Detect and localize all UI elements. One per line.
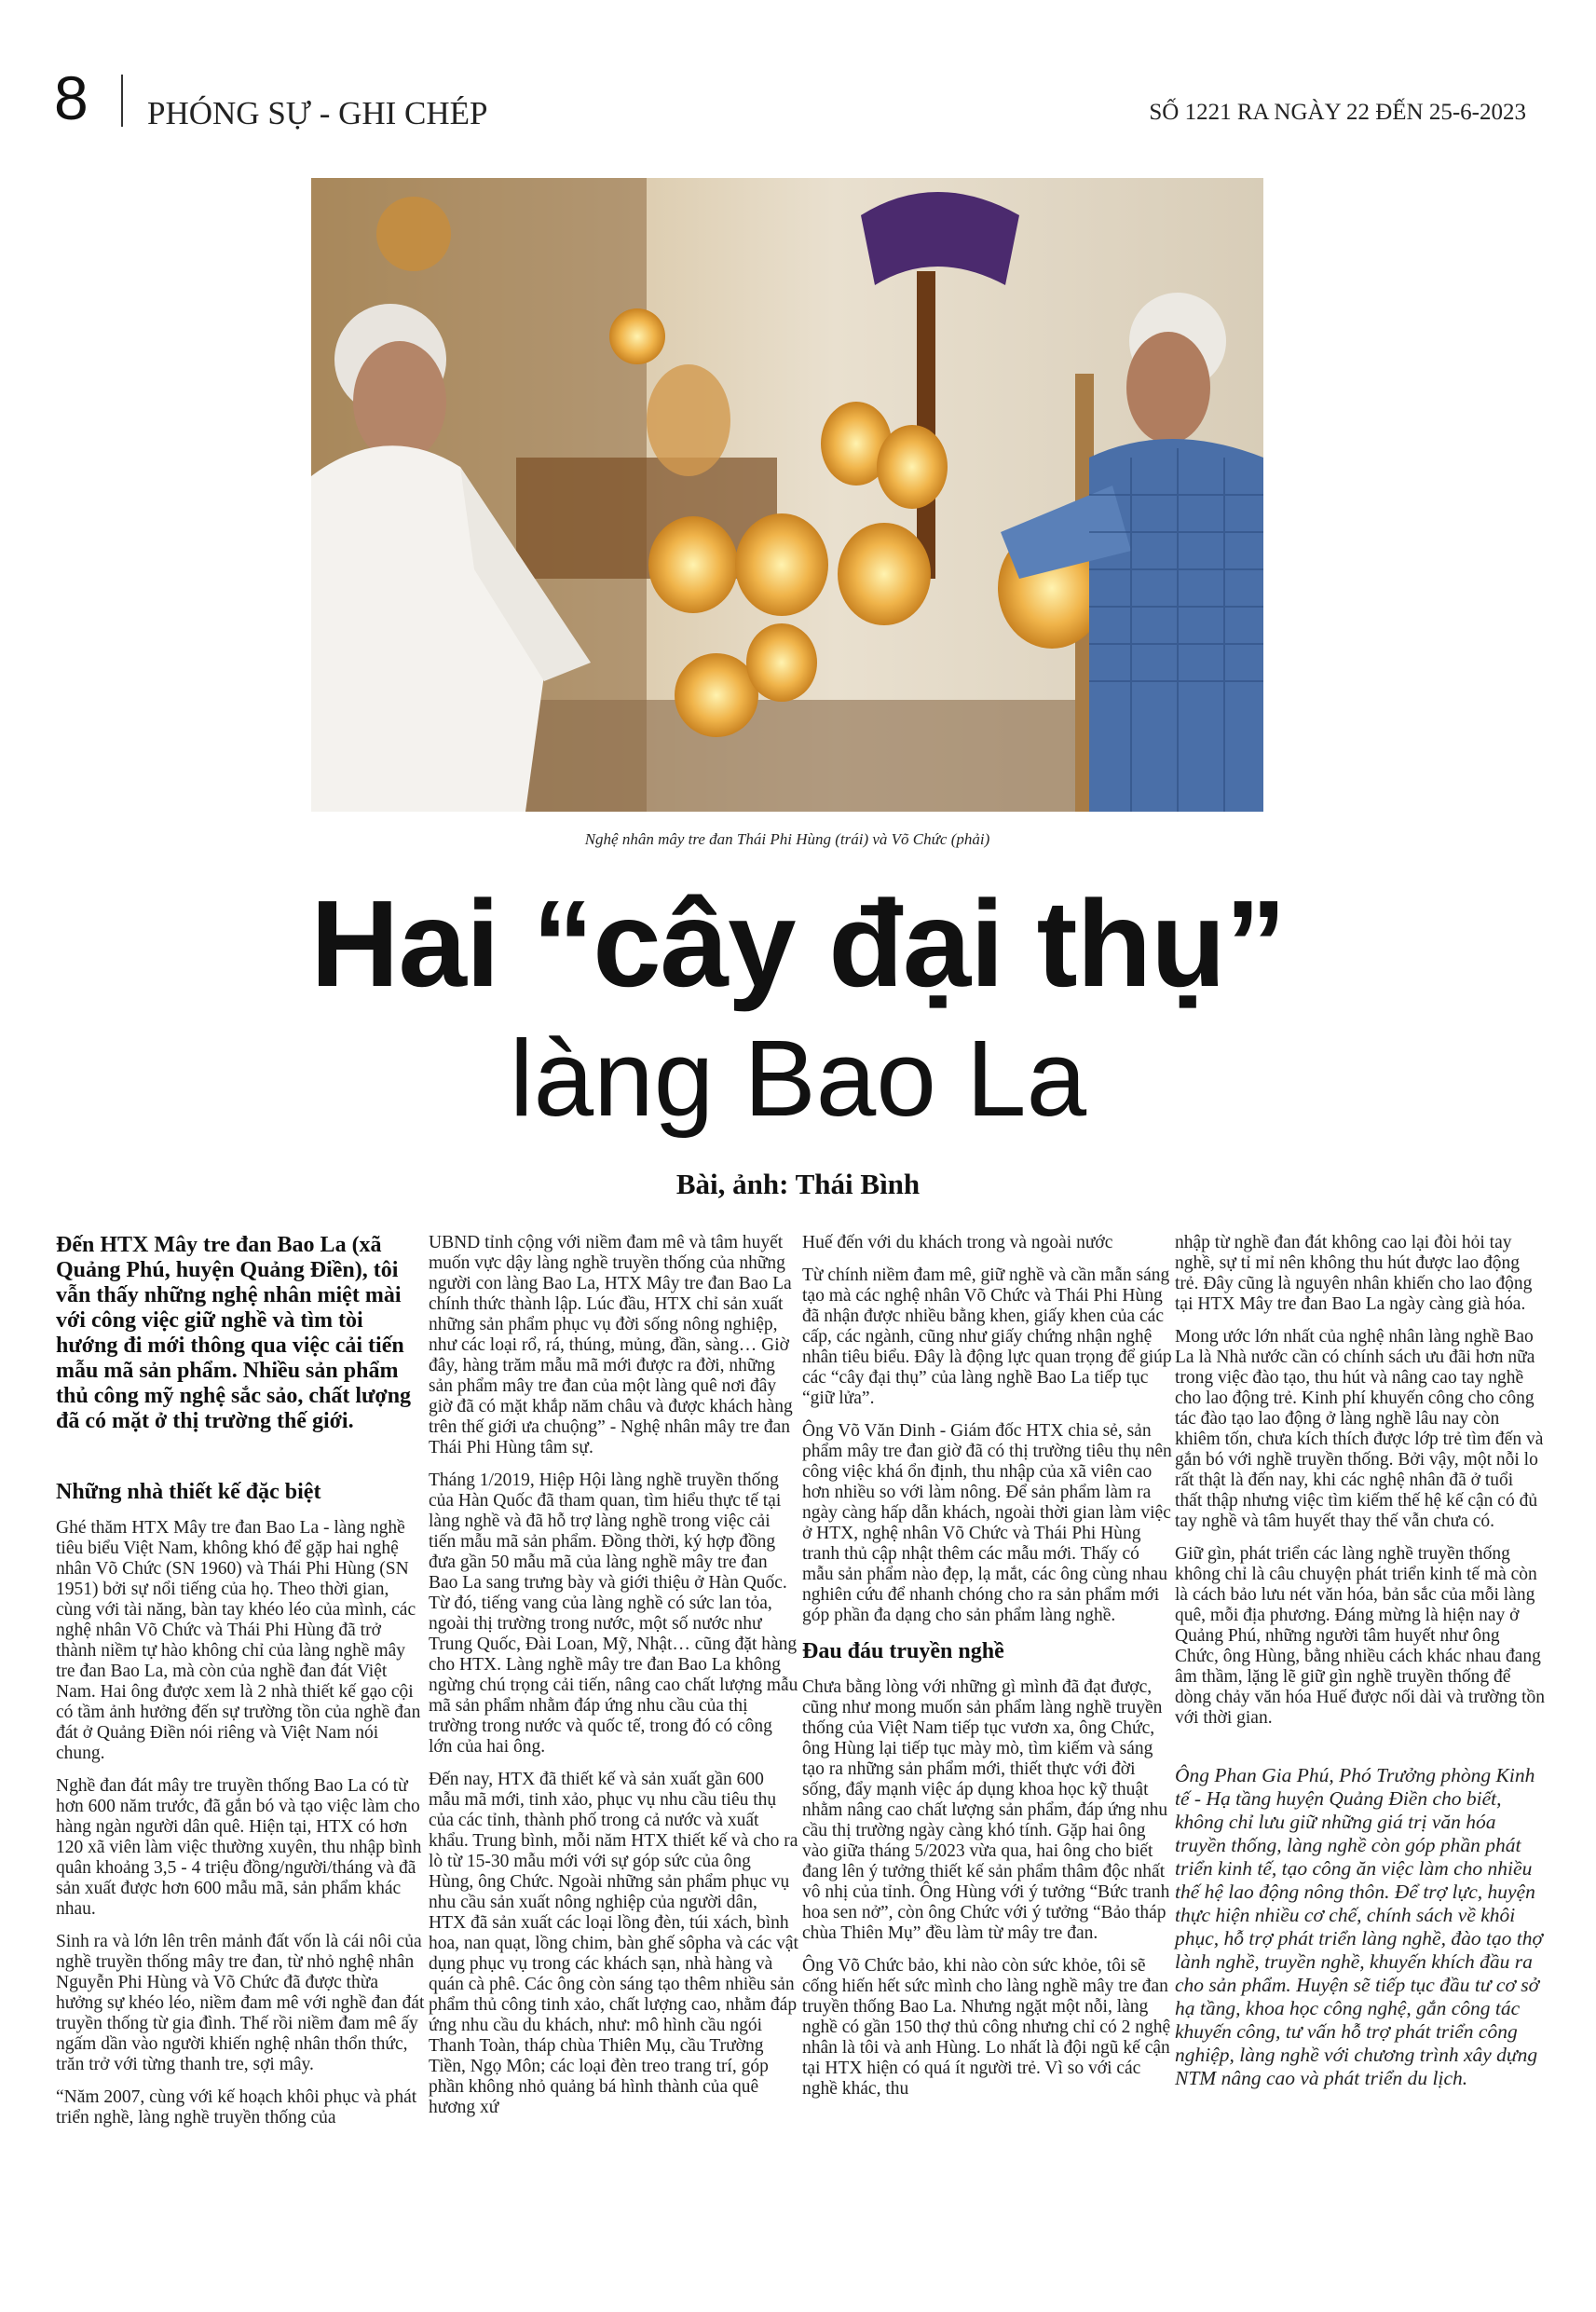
body-paragraph: Sinh ra và lớn lên trên mảnh đất vốn là cái nôi của nghề truyền thống mây tre đan, từ nhỏ nghệ nhân Nguyễn Phi Hùng và Võ Chức đã được thừa hưởng sự khéo léo, niềm đam mê với nghề đan đát truyền thống từ gia đình. Thế rồi niềm đam mê ấy ngấm dần vào người khiến nghệ nhân thổn thức, trăn trở với từng thanh tre, sợi mây. [56,1932,425,2074]
subheading: Đau đáu truyền nghề [802,1639,1004,1663]
article-title-line-1: Hai “cây đại thụ” [310,875,1286,1012]
pull-quote: Ông Phan Gia Phú, Phó Trưởng phòng Kinh tế - Hạ tầng huyện Quảng Điền cho biết, không chỉ lưu giữ những giá trị văn hóa truyền thống, làng nghề còn góp phần phát triển kinh tế, tạo công ăn việc làm cho nhiều thế hệ lao động nông thôn. Để trợ lực, huyện thực hiện nhiều cơ chế, chính sách về khôi phục, hỗ trợ phát triển làng nghề, đào tạo thợ lành nghề, truyền nghề, khuyến khích đầu ra cho sản phẩm. Huyện sẽ tiếp tục đầu tư cơ sở hạ tầng, khoa học công nghệ, gắn công tác khuyến công, tư vấn hỗ trợ phát triển công nghiệp, làng nghề với chương trình xây dựng NTM nâng cao và phát triển du lịch. [1175,1764,1543,2089]
body-paragraph: Chưa bằng lòng với những gì mình đã đạt được, cũng như mong muốn sản phẩm làng nghề truyền thống của Việt Nam tiếp tục vươn xa, ông Chức, ông Hùng lại tiếp tục mày mò, tìm kiếm và sáng tạo ra những sản phẩm mới, thiết thực với đời sống, đẩy mạnh việc áp dụng khoa học kỹ thuật nhằm nâng cao chất lượng sản phẩm, đáp ứng nhu cầu thị trường ngày càng khó tính. Gặp hai ông vào giữa tháng 5/2023 vừa qua, hai ông cho biết đang lên ý tưởng thiết kế sản phẩm thâm độc nhất vô nhị của tỉnh. Ông Hùng với ý tưởng “Bức tranh hoa sen nở”, còn ông Chức với ý tưởng “Bảo tháp chùa Thiên Mụ” đều làm từ mây tre đan. [802,1677,1170,1943]
article-title-line-2: làng Bao La [509,1018,1087,1139]
body-paragraph: Giữ gìn, phát triển các làng nghề truyền thống không chỉ là câu chuyện phát triển kinh tế mà còn là cách bảo lưu nét văn hóa, bản sắc của mỗi làng quê, mỗi địa phương. Đáng mừng là hiện nay ở Quảng Phú, những người tâm huyết như ông Chức, ông Hùng, bằng nhiều cách khác nhau đang âm thầm, lặng lẽ giữ gìn nghề truyền thống để dòng chảy văn hóa Huế được nối dài và trường tồn với thời gian. [1175,1544,1545,1728]
body-paragraph: Tháng 1/2019, Hiệp Hội làng nghề truyền thống của Hàn Quốc đã tham quan, tìm hiểu thực tế tại làng nghề và đã hỗ trợ làng nghề trong việc cải tiến mẫu mã sản phẩm. Đồng thời, ký hợp đồng đưa gần 50 mẫu mã của làng nghề mây tre đan Bao La sang trưng bày và giới thiệu ở Hàn Quốc. Từ đó, tiếng vang của làng nghề có sức lan tỏa, ngoài thị trường trong nước, một số nước như Trung Quốc, Đài Loan, Mỹ, Nhật… cũng đặt hàng cho HTX. Làng nghề mây tre đan Bao La không ngừng chú trọng cải tiến, nâng cao chất lượng mẫu mã sản phẩm nhằm đáp ứng nhu cầu của thị trường trong nước và quốc tế, trong đó có công lớn của hai ông. [429,1471,798,1757]
body-paragraph: “Năm 2007, cùng với kế hoạch khôi phục và phát triển nghề, làng nghề truyền thống của [56,2087,417,2127]
byline: Bài, ảnh: Thái Bình [675,1168,921,1200]
issue-info: SỐ 1221 RA NGÀY 22 ĐẾN 25-6-2023 [1149,100,1526,125]
text-column-2 [429,1233,798,2130]
body-paragraph: Ông Võ Chức bảo, khi nào còn sức khỏe, tôi sẽ cống hiến hết sức mình cho làng nghề mây tre đan truyền thống Bao La. Nhưng ngặt một nỗi, làng nghề có gần 150 thợ thủ công nhưng chỉ có 2 nghệ nhân là tôi và anh Hùng. Lo nhất là đội ngũ kế cận tại HTX hiện có quá ít người trẻ. Vì so với các nghề khác, thu [802,1956,1171,2099]
header-divider [121,75,123,127]
body-paragraph: Ông Võ Văn Dinh - Giám đốc HTX chia sẻ, sản phẩm mây tre đan giờ đã có thị trường tiêu thụ nên công việc khá ổn định, thu nhập của xã viên cao hơn nhiều so với làm nông. Để sản phẩm làm ra ngày càng hấp dẫn khách, ngoài thời gian làm việc ở HTX, nghệ nhân Võ Chức và Thái Phi Hùng tranh thủ cập nhật thêm các mẫu mới. Thấy có mẫu sản phẩm nào đẹp, lạ mắt, các ông cùng nhau nghiên cứu để nhanh chóng cho ra sản phẩm mới góp phần đa dạng cho sản phẩm làng nghề. [802,1421,1172,1625]
lead-paragraph: Đến HTX Mây tre đan Bao La (xã Quảng Phú, huyện Quảng Điền), tôi vẫn thấy những nghệ nhân miệt mài với công việc giữ nghề và tìm tòi hướng đi mới thông qua việc cải tiến mẫu mã sản phẩm. Nhiều sản phẩm thủ công mỹ nghệ sắc sảo, chất lượng đã có mặt ở thị trường thế giới. [56,1233,412,1433]
page-number: 8 [54,63,89,132]
text-column-1 [56,1233,426,2141]
body-paragraph: Từ chính niềm đam mê, giữ nghề và cần mẫn sáng tạo mà các nghệ nhân Võ Chức và Thái Phi Hùng đã nhận được nhiều bằng khen, giấy khen của các cấp, các ngành, cũng như giấy chứng nhận nghệ nhân tiêu biểu. Đây là động lực quan trọng để giúp các “cây đại thụ” của làng nghề Bao La tiếp tục “giữ lửa”. [802,1265,1172,1408]
page-header [54,65,1526,149]
body-paragraph: Huế đến với du khách trong và ngoài nước [802,1233,1113,1252]
article-photo [311,178,1263,812]
body-paragraph: Nghề đan đát mây tre truyền thống Bao La có từ hơn 600 năm trước, đã gắn bó và tạo việc làm cho hàng ngàn người dân quê. Hiện tại, HTX có hơn 120 xã viên làm việc thường xuyên, thu nhập bình quân khoảng 3,5 - 4 triệu đồng/người/tháng và đã sản xuất được hơn 600 mẫu mã, sản phẩm khác nhau. [56,1776,422,1919]
body-paragraph: Đến nay, HTX đã thiết kế và sản xuất gần 600 mẫu mã mới, tinh xảo, phục vụ nhu cầu tiêu thụ của các tỉnh, thành phố trong cả nước và xuất khẩu. Trung bình, mỗi năm HTX thiết kế và cho ra lò từ 15-30 mẫu mới với sự góp sức của ông Hùng, ông Chức. Ngoài những sản phẩm phục vụ nhu cầu sản xuất nông nghiệp của người dân, HTX đã sản xuất các loại lồng đèn, túi xách, bình hoa, nan quạt, lồng chim, bàn ghế sôpha và các vật dụng phục vụ trong các khách sạn, nhà hàng và quán cà phê. Các ông còn sáng tạo thêm nhiều sản phẩm thủ công tinh xảo, chất lượng cao, nhằm đáp ứng nhu cầu du khách, như: mô hình cầu ngói Thanh Toàn, tháp chùa Thiên Mụ, cầu Trường Tiền, Ngọ Môn; các loại đèn treo trang trí, góp phần không nhỏ quảng bá hình thành của quê hương xứ [429,1770,798,2117]
body-paragraph: nhập từ nghề đan đát không cao lại đòi hỏi tay nghề, sự tỉ mỉ nên không thu hút được lao động trẻ. Đây cũng là nguyên nhân khiến cho lao động tại HTX Mây tre đan Bao La ngày càng già hóa. [1175,1233,1533,1314]
section-name: PHÓNG SỰ - GHI CHÉP [147,95,488,131]
text-column-4 [1175,1233,1545,2102]
body-paragraph: Ghé thăm HTX Mây tre đan Bao La - làng nghề tiêu biểu Việt Nam, không khó để gặp hai nghệ nhân Võ Chức (SN 1960) và Thái Phi Hùng (SN 1951) bởi sự nổi tiếng của họ. Theo thời gian, cùng với tài năng, bàn tay khéo léo của mình, các nghệ nhân Võ Chức và Thái Phi Hùng đã trở thành niềm tự hào không chỉ của làng nghề mây tre đan Bao La, mà còn của nghề đan đát Việt Nam. Hai ông được xem là 2 nhà thiết kế gạo cội có tầm ảnh hưởng đến sự trường tồn của nghề đan đát ở Quảng Điền nói riêng và Việt Nam nói chung. [56,1518,421,1763]
photo-illustration [311,178,1263,812]
subheading: Những nhà thiết kế đặc biệt [56,1480,321,1504]
photo-caption: Nghệ nhân mây tre đan Thái Phi Hùng (trái) và Võ Chức (phải) [584,830,990,848]
text-column-3 [802,1233,1172,2112]
body-paragraph: UBND tỉnh cộng với niềm đam mê và tâm huyết muốn vực dậy làng nghề truyền thống của những người con làng Bao La, HTX Mây tre đan Bao La chính thức thành lập. Lúc đầu, HTX chỉ sản xuất những sản phẩm phục vụ đời sống nông nghiệp, như các loại rổ, rá, thúng, mủng, đần, sàng… Giờ đây, hàng trăm mẫu mã mới được ra đời, những sản phẩm mây tre đan của một làng quê nơi đây giờ đã có mặt khắp năm châu và được khách hàng trên thế giới ưa chuộng” - Nghệ nhân mây tre đan Thái Phi Hùng tâm sự. [429,1233,793,1457]
body-paragraph: Mong ước lớn nhất của nghệ nhân làng nghề Bao La là Nhà nước cần có chính sách ưu đãi hơn nữa trong việc đào tạo, thu hút và nâng cao tay nghề cho lao động trẻ. Kinh phí khuyến công cho công tác đào tạo lao động ở làng nghề lâu nay còn khiêm tốn, chưa kích thích được lớp trẻ tìm đến và gắn bó với nghề truyền thống. Bởi vậy, một nỗi lo rất thật là đến nay, khi các nghệ nhân đã ở tuổi thất thập nhưng việc tìm kiếm thế hệ kế cận có đủ tay nghề và tâm huyết thay thế vẫn chưa có. [1175,1327,1544,1531]
